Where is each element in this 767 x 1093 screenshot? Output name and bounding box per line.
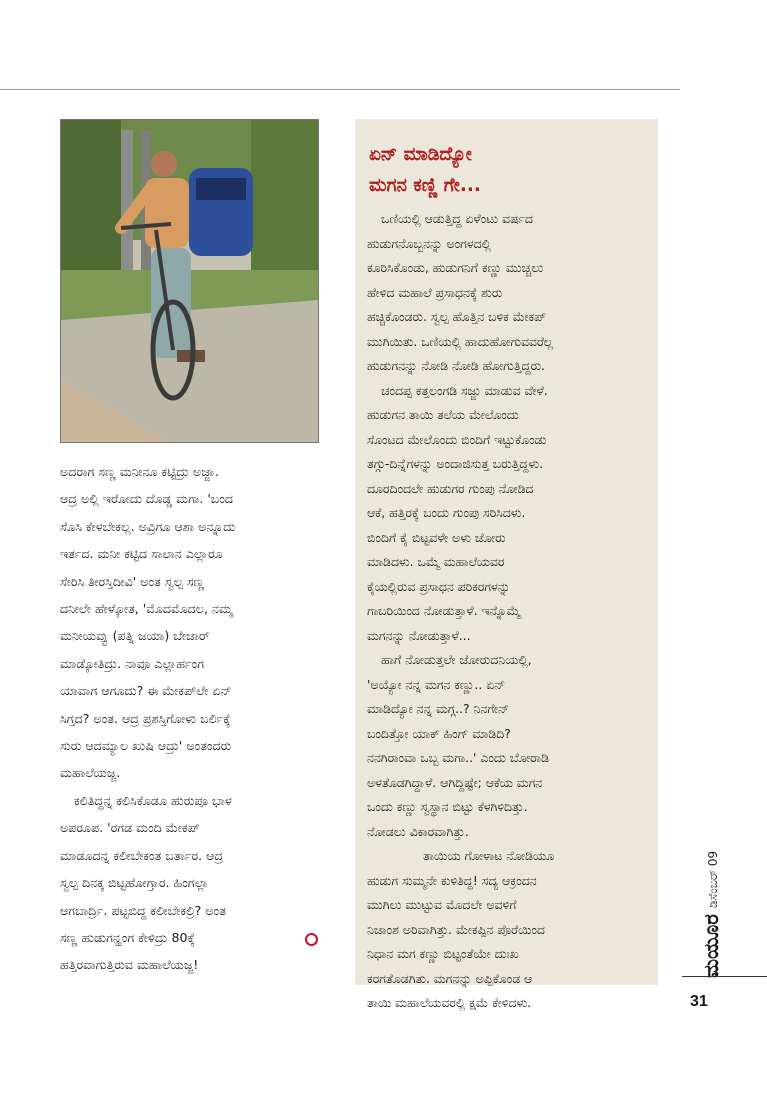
text-line: ಹುಡುಗನ ತಾಯಿ ತಲೆಯ ಮೇಲೊಂದು — [367, 407, 519, 422]
text-line: ಗಾಬರಿಯಿಂದ ನೋಡುತ್ತಾಳೆ. ಇನ್ನೊಮ್ಮೆ — [367, 603, 521, 618]
text-line: ಹುಡುಗನೊಬ್ಬನನ್ನು ಅಂಗಳದಲ್ಲಿ — [367, 235, 491, 251]
text-line: ಹತ್ತಿರವಾಗುತ್ತಿರುವ ಮಹಾಲೆಯಜ್ಜ! — [60, 957, 199, 973]
text-line: ಸ್ವಲ್ಪ ದಿನಕ್ಕ ಬಿಟ್ಟಹೋಗ್ತಾರ. ಹಿಂಗಲ್ಲಾ — [60, 875, 209, 891]
text-line: ಮನೀಯವ್ವು (ಪತ್ನಿ ಜಯಾ) ಬೇಜಾರ್ — [60, 628, 210, 644]
text-line: ನೋಡಲು ವಿಕಾರವಾಗಿತ್ತು. — [367, 823, 469, 839]
text-line: ಆಕೆ, ಹತ್ತಿರಕ್ಕೆ ಬಂದು ಗುಂಪು ಸರಿಸಿದಳು. — [367, 505, 526, 520]
text-line: ಸುರು ಆದಮ್ಯಾಲ ಖುಷಿ ಆದ್ರು' ಅಂತಂದರು — [60, 738, 232, 754]
text-line: ಆದ್ರ ಅಲ್ಲಿ ಇರೋದು ದೊಡ್ಡ ಮಗಾ. 'ಬಂದ — [60, 491, 234, 507]
sidebar-box — [355, 119, 658, 1010]
text-line: ಕೈಯಲ್ಲಿರುವ ಪ್ರಸಾಧನ ಪರಿಕರಗಳನ್ನು — [367, 578, 511, 594]
text-line: ತಾಯಿಯ ಗೋಳಾಟ ನೋಡಿಯೂ — [423, 848, 555, 863]
sidebar-body — [367, 207, 657, 1016]
text-line: ಮುಗಿಲು ಮುಟ್ಟುವ ಮೊದಲೇ ಅವಳಿಗೆ — [367, 897, 517, 912]
issue-date: ಡಿಸೆಂಬರ್ 09 — [706, 850, 720, 908]
text-line: ಹಚ್ಚಿಕೊಂಡರು. ಸ್ವಲ್ಪ ಹೊತ್ತಿನ ಬಳಿಕ ಮೇಕಪ್ — [367, 309, 547, 324]
folio-rule — [682, 976, 767, 977]
text-line: ಹೇಳಿದ ಮಹಾಲೆ ಪ್ರಸಾಧನಕ್ಕೆ ಶುರು — [367, 284, 503, 300]
text-line: ಒಣಿಯಲ್ಲಿ ಆಡುತ್ತಿದ್ದ ಏಳೆಂಟು ವರ್ಷದ — [381, 211, 533, 226]
magazine-logo: ಮಯೂರ — [699, 914, 723, 978]
sidebar-title-line: ಏನ್ ಮಾಡಿದ್ಯೋ — [369, 144, 472, 165]
text-line: ಸಣ್ಣ ಹುಡುಗನ್ಹಂಗ ಕೇಳಿದ್ರು 80ಕ್ಕೆ — [60, 929, 195, 945]
text-line: ಹುಡುಗ ಸುಮ್ಮನೇ ಕುಳಿತಿದ್ದ! ಸದ್ಯ ಆಕ್ರಂದನ — [367, 872, 537, 888]
text-line: ಅದರಾಗ ಸಣ್ಣ ಮನೀನೂ ಕಟ್ಟಿದ್ರು ಅಜ್ಜಾ. — [60, 464, 219, 479]
text-line: ಮಹಾಲೆಯಜ್ಜ. — [60, 765, 121, 781]
text-line: ಅಪರೂಪ. 'ರಗಡ ಮಂದಿ ಮೇಕಪ್ — [60, 820, 200, 836]
text-line: ನಿಜಾಂಶ ಅರಿವಾಗಿತ್ತು. ಮೇಕಪ್ಪಿನ ಪೊರೆಯಿಂದ — [367, 921, 545, 937]
text-line: ಸಿಗ್ತದ? ಅಂತ. ಆದ್ರ ಪ್ರಶಸ್ತಿಗೋಳು ಬರ್ಲಿಕ್ಕೆ — [60, 710, 231, 726]
text-line: ಸೊಂಟದ ಮೇಲೊಂದು ಬಿಂದಿಗೆ ಇಟ್ಟುಕೊಂಡು — [367, 431, 547, 447]
end-of-article-mark — [305, 933, 318, 946]
text-line: ನಿಧಾನ ಮಗ ಕಣ್ಣು ಬಿಟ್ಟಂತೆಯೇ ದುಃಖ — [367, 946, 519, 961]
sidebar-title-line: ಮಗನ ಕಣ್ಣಿ ಗೇ... — [369, 175, 481, 196]
text-line: ಮಾಡ್ಕೋತಿದ್ರು. ನಾವೂ ಎಲ್ಲಾರ್ಹಂಗ — [60, 655, 205, 671]
text-line: ಸೊಸಿ ಕೇಳಬೇಕಲ್ಲ. ಅವ್ರಿಗೂ ಆಶಾ ಅನ್ನೂದು — [60, 518, 236, 534]
text-line: ನನಗಿರಾಂವಾ ಒಬ್ಬ ಮಗಾ..' ಎಂದು ಬೋರಾಡಿ — [367, 750, 549, 765]
text-line: ಸೇರಿಸಿ ತೀರಸ್ತಿದೀವಿ' ಅಂತ ಸ್ವಲ್ಪ ಸಣ್ಣ — [60, 573, 205, 589]
text-line: ದೂರದಿಂದಲೇ ಹುಡುಗರ ಗುಂಪು ನೋಡಿದ — [367, 480, 534, 496]
folio — [693, 820, 731, 980]
text-line: ಯಾವಾಗ ಆಗೂದು? ಈ ಮೇಕಪ್‌ಲೇ ಏನ್ — [60, 683, 232, 699]
text-line: ಕಲಿತಿದ್ದನ್ನ ಕಲಿಸಿಕೊಡೂ ಹುರುಪೂ ಭಾಳ — [74, 792, 232, 808]
page-number: 31 — [690, 993, 708, 1010]
text-line: ಆಗಬಾರ್ದ್ರಿ. ಪಟ್ಟಬಿದ್ದ ಕಲೀಬೇಕಲ್ರಿ? ಅಂತ — [60, 902, 226, 918]
text-line: ಇರ್ತದ. ಮನೀ ಕಟ್ಟಿದ ಸಾಲಾನ ಎಲ್ಲಾರೂ — [60, 546, 223, 562]
sidebar-title — [369, 139, 649, 201]
text-line: ಕೂರಿಸಿಕೊಂಡು, ಹುಡುಗನಿಗೆ ಕಣ್ಣು ಮುಚ್ಚಲು — [367, 260, 544, 275]
text-line: ಮಗನನ್ನು ನೋಡುತ್ತಾಳೆ... — [367, 627, 471, 643]
text-line: ಹುಡುಗನನ್ನು ನೋಡಿ ನೋಡಿ ಹೋಗುತ್ತಿದ್ದರು. — [367, 358, 545, 373]
text-line: ಮುಗಿಯಿತು. ಒಣಿಯಲ್ಲಿ ಹಾದುಹೋಗುವವರೆಲ್ಲ — [367, 333, 554, 349]
text-line: ಬಂದಿತ್ತೋ ಯಾಕ್ ಹಿಂಗ್ ಮಾಡಿದಿ? — [367, 725, 511, 741]
text-line: ತಗ್ಗು-ದಿನ್ನೆಗಳನ್ನು ಅಂದಾಜಿಸುತ್ತ ಬರುತ್ತಿದ್ದಳು. — [367, 456, 544, 471]
text-line: ಬಿಂದಿಗೆ ಕೈ ಬಿಟ್ಟವಳೇ ಅಳು ಜೋರು — [367, 529, 506, 545]
text-line: ಹಾಗೆ ನೋಡುತ್ತಲೇ ಜೋರುದನಿಯಲ್ಲಿ, — [381, 652, 532, 667]
text-line: ಒಂದು ಕಣ್ಣು ಸ್ವಸ್ಥಾನ ಬಿಟ್ಟು ಕೆಳಗಿಳಿದಿತ್ತು. — [367, 799, 528, 814]
text-line: 'ಅಯ್ಯೋ ನನ್ನ ಮಗನ ಕಣ್ಣು.. ಏನ್ — [367, 676, 506, 692]
text-line: ಕರಗತೊಡಗಿತು. ಮಗನನ್ನು ಅಪ್ಪಿಕೊಂಡ ಆ — [367, 970, 533, 986]
text-line: ಮಾಡೂದನ್ನ ಕಲೀಬೇಕಂತ ಬರ್ತಾರ. ಆದ್ರ — [60, 847, 224, 863]
text-line: ಅಳತೊಡಗಿದ್ದಾಳೆ. ಆಗಿದ್ದಿಷ್ಟೇ; ಆಕೆಯ ಮಗನ — [367, 774, 543, 790]
text-line: ಮಾಡಿದಳು. ಒಮ್ಮೆ ಮಹಾಲೆಯವರ — [367, 554, 505, 569]
photo-illustration — [61, 120, 319, 443]
text-line: ಚಂದಪ್ಪ ಕತ್ತಲಂಗಡಿ ಸಜ್ಜು ಮಾಡುವ ವೇಳೆ. — [381, 382, 548, 398]
article-continuation — [60, 458, 322, 979]
article-photo — [60, 119, 319, 443]
text-line: ತಾಯಿ ಮಹಾಲೆಯವರಲ್ಲಿ ಕ್ಷಮೆ ಕೇಳಿದಳು. — [367, 995, 532, 1010]
header-rule — [0, 89, 680, 90]
text-line: ಮಾಡಿದ್ಯೋ ನನ್ನ ಮಗ್ಗ..? ನಿನಗೇನ್ — [367, 701, 510, 716]
text-line: ದನೀಲೇ ಹೇಳ್ಕೋತ, 'ಮೊದಮೊದಲ, ನಮ್ಮ — [60, 601, 233, 617]
